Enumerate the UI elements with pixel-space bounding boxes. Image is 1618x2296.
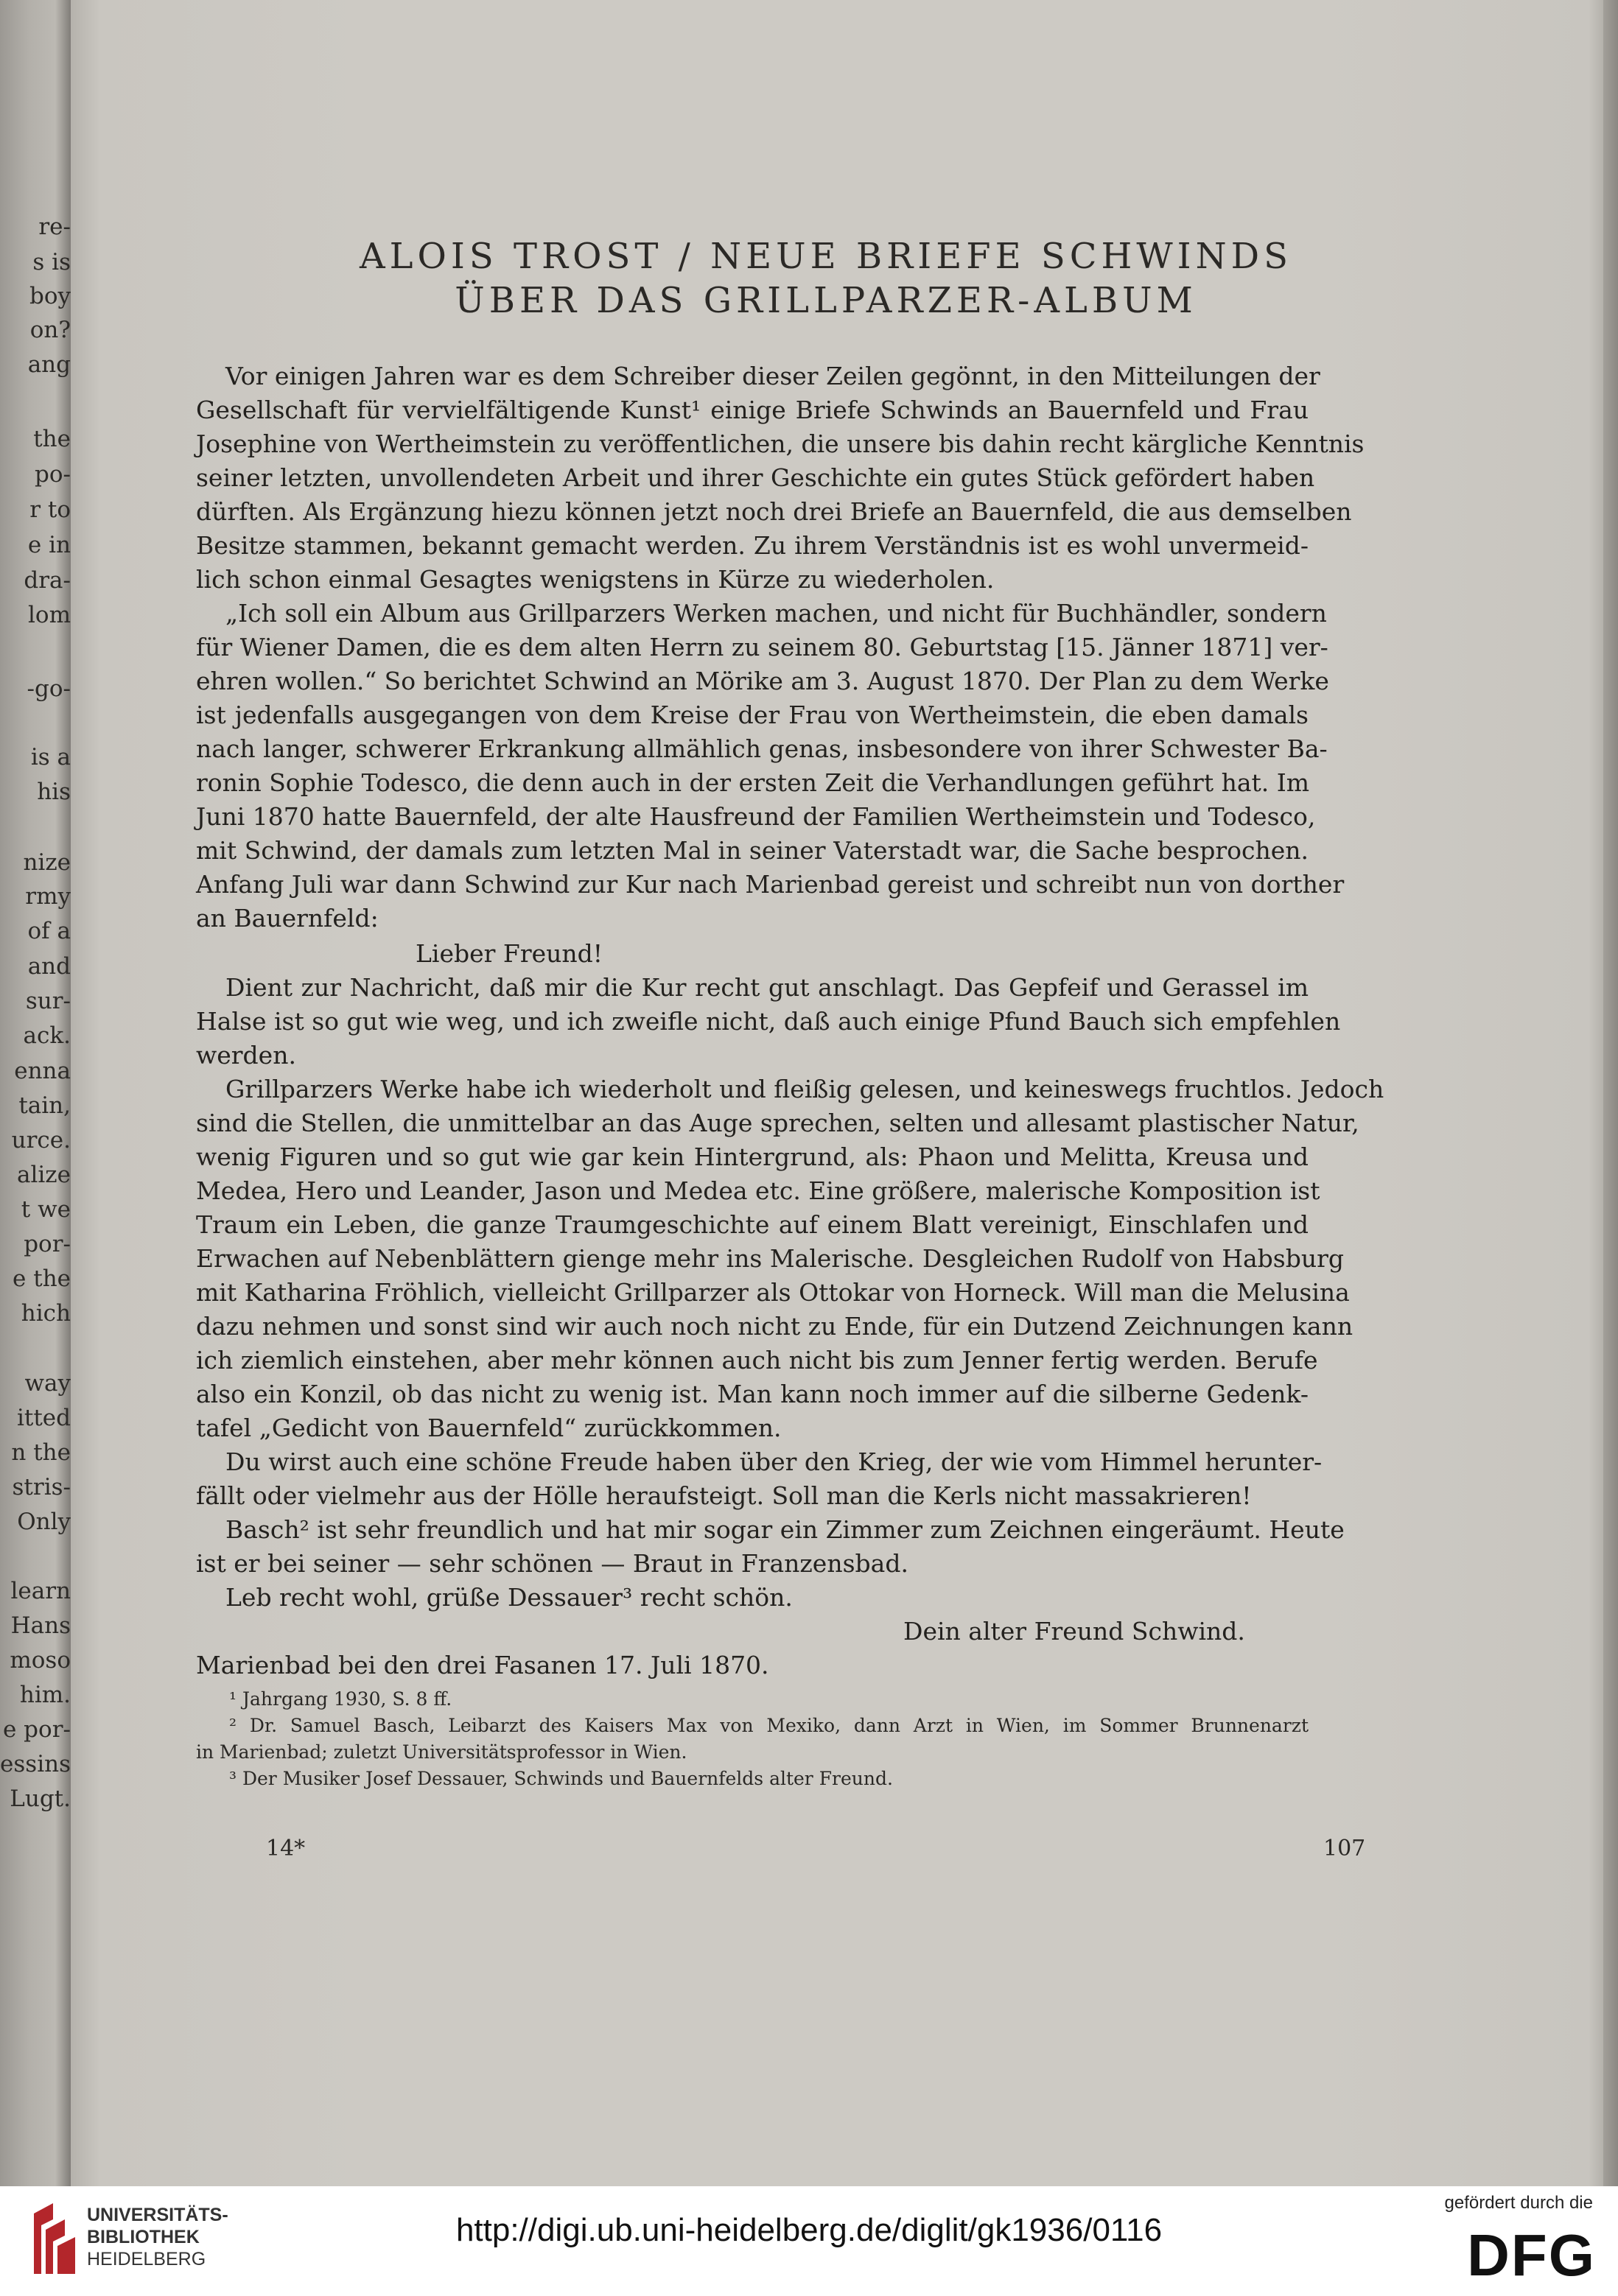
edge-word: lom	[28, 602, 71, 628]
edge-word: por-	[24, 1231, 71, 1257]
body-line: Vor einigen Jahren war es dem Schreiber dieser Zeilen gegönnt, in den Mitteilungen der	[225, 362, 1320, 390]
book-page	[71, 0, 1603, 2186]
body-line: Basch² ist sehr freundlich und hat mir sogar ein Zimmer zum Zeichnen eingeräumt. Heute	[225, 1515, 1345, 1544]
body-line: mit Katharina Fröhlich, vielleicht Grillparzer als Ottokar von Horneck. Will man die Melusina	[196, 1278, 1350, 1307]
body-line: Halse ist so gut wie weg, und ich zweifle nicht, daß auch einige Pfund Bauch sich empfehlen	[196, 1007, 1341, 1036]
body-line: Dein alter Freund Schwind.	[903, 1617, 1245, 1646]
body-line: Gesellschaft für vervielfältigende Kunst¹ einige Briefe Schwinds an Bauernfeld und Frau	[196, 396, 1309, 424]
body-line: Marienbad bei den drei Fasanen 17. Juli 1870.	[196, 1651, 769, 1679]
footnote-line: ¹ Jahrgang 1930, S. 8 ff.	[229, 1688, 452, 1710]
body-line: sind die Stellen, die unmittelbar an das Auge sprechen, selten und allesamt plastischer Natur,	[196, 1109, 1359, 1137]
body-line: Traum ein Leben, die ganze Traumgeschichte auf einem Blatt vereinigt, Einschlafen und	[196, 1210, 1309, 1239]
edge-word: of a	[27, 918, 71, 944]
body-line: Medea, Hero und Leander, Jason und Medea etc. Eine größere, malerische Komposition ist	[196, 1176, 1320, 1205]
edge-word: essins	[0, 1751, 71, 1777]
body-line: tafel „Gedicht von Bauernfeld“ zurückkommen.	[196, 1414, 782, 1442]
body-line: nach langer, schwerer Erkrankung allmählich genas, insbesondere von ihrer Schwester Ba-	[196, 734, 1328, 763]
edge-word: tain,	[18, 1092, 71, 1119]
body-line: Leb recht wohl, grüße Dessauer³ recht schön.	[225, 1583, 793, 1612]
body-line: ronin Sophie Todesco, die denn auch in der ersten Zeit die Verhandlungen geführt hat. Im	[196, 768, 1310, 797]
edge-word: way	[24, 1370, 71, 1397]
body-line: Grillparzers Werke habe ich wiederholt und fleißig gelesen, und keineswegs fruchtlos. Jedoch	[225, 1075, 1384, 1103]
body-line: Du wirst auch eine schöne Freude haben über den Krieg, der wie vom Himmel herunter-	[225, 1447, 1323, 1476]
title-line-1: ALOIS TROST / NEUE BRIEFE SCHWINDS	[359, 236, 1293, 277]
body-line: dürften. Als Ergänzung hiezu können jetzt noch drei Briefe an Bauernfeld, die aus demselben	[196, 497, 1352, 526]
footnote-line: ³ Der Musiker Josef Dessauer, Schwinds und Bauernfelds alter Freund.	[229, 1768, 893, 1789]
body-line: seiner letzten, unvollendeten Arbeit und ihrer Geschichte ein gutes Stück gefördert haben	[196, 463, 1315, 492]
previous-page-edge	[0, 0, 72, 2186]
body-line: Juni 1870 hatte Bauernfeld, der alte Hausfreund der Familien Wertheimstein und Todesco,	[196, 802, 1316, 831]
edge-word: e in	[27, 532, 71, 558]
body-line: ehren wollen.“ So berichtet Schwind an Mörike am 3. August 1870. Der Plan zu dem Werke	[196, 667, 1329, 695]
edge-word: Hans	[10, 1612, 71, 1639]
dfg-logo: DFG	[1467, 2222, 1596, 2288]
body-line: also ein Konzil, ob das nicht zu wenig ist. Man kann noch immer auf die silberne Gedenk-	[196, 1380, 1309, 1408]
body-line: ist er bei seiner — sehr schönen — Braut in Franzensbad.	[196, 1549, 908, 1578]
edge-word: urce.	[11, 1127, 71, 1154]
body-line: Lieber Freund!	[416, 939, 603, 968]
edge-word: enna	[14, 1058, 71, 1084]
edge-word: n the	[11, 1439, 71, 1466]
body-line: fällt oder vielmehr aus der Hölle heraufsteigt. Soll man die Kerls nicht massakrieren!	[196, 1481, 1252, 1510]
body-line: lich schon einmal Gesagtes wenigstens in Kürze zu wiederholen.	[196, 565, 995, 594]
edge-word: s is	[32, 249, 71, 275]
edge-word: nize	[23, 849, 71, 876]
edge-word: stris-	[12, 1474, 71, 1500]
edge-word: boy	[29, 283, 71, 309]
library-line-2: BIBLIOTHEK	[87, 2227, 200, 2247]
edge-word: the	[33, 426, 71, 452]
footnote-line: in Marienbad; zuletzt Universitätsprofessor in Wien.	[196, 1741, 687, 1763]
edge-word: r to	[29, 496, 71, 523]
edge-word: learn	[10, 1578, 71, 1604]
edge-word: re-	[38, 214, 71, 240]
body-line: werden.	[196, 1041, 296, 1070]
edge-word: ang	[27, 351, 71, 378]
body-line: mit Schwind, der damals zum letzten Mal in seiner Vaterstadt war, die Sache besprochen.	[196, 836, 1309, 865]
footnote-line: ² Dr. Samuel Basch, Leibarzt des Kaisers Max von Mexiko, dann Arzt in Wien, im Sommer Brunnenarzt	[229, 1715, 1309, 1736]
body-line: dazu nehmen und sonst sind wir auch noch nicht zu Ende, für ein Dutzend Zeichnungen kann	[196, 1312, 1353, 1341]
body-line: Anfang Juli war dann Schwind zur Kur nach Marienbad gereist und schreibt nun von dorther	[196, 870, 1345, 899]
funding-label: gefördert durch die	[1444, 2193, 1593, 2213]
body-line: wenig Figuren und so gut wie gar kein Hintergrund, als: Phaon und Melitta, Kreusa und	[196, 1142, 1309, 1171]
edge-word: rmy	[25, 883, 71, 910]
edge-word: t we	[21, 1196, 71, 1223]
body-line: Dient zur Nachricht, daß mir die Kur recht gut anschlagt. Das Gepfeif und Gerassel im	[225, 973, 1309, 1002]
edge-word: alize	[17, 1162, 71, 1188]
edge-word: hich	[21, 1300, 71, 1327]
edge-word: ack.	[23, 1022, 71, 1049]
body-line: an Bauernfeld:	[196, 904, 379, 933]
edge-word: him.	[19, 1682, 71, 1708]
signature-mark: 14*	[266, 1836, 306, 1861]
edge-word: his	[37, 779, 71, 805]
page-number: 107	[1323, 1836, 1366, 1861]
body-line: Besitze stammen, bekannt gemacht werden. Zu ihrem Verständnis ist es wohl unvermeid-	[196, 531, 1309, 560]
body-line: „Ich soll ein Album aus Grillparzers Werken machen, und nicht für Buchhändler, sondern	[225, 599, 1327, 628]
library-line-3: HEIDELBERG	[87, 2249, 206, 2269]
edge-word: -go-	[27, 675, 71, 702]
article-title	[292, 234, 1360, 323]
edge-word: sur-	[25, 988, 71, 1014]
edge-word: Lugt.	[10, 1786, 71, 1812]
edge-word: is a	[30, 744, 71, 770]
edge-word: itted	[16, 1405, 71, 1431]
permalink-url[interactable]: http://digi.ub.uni-heidelberg.de/diglit/gk1936/0116	[455, 2212, 1163, 2248]
edge-word: and	[27, 953, 71, 980]
title-line-2: ÜBER DAS GRILLPARZER-ALBUM	[455, 280, 1197, 321]
body-line: Josephine von Wertheimstein zu veröffentlichen, die unsere bis dahin recht kärgliche Kenntnis	[196, 429, 1365, 458]
edge-word: e por-	[2, 1716, 71, 1743]
body-line: ich ziemlich einstehen, aber mehr können auch nicht bis zum Jenner fertig werden. Berufe	[196, 1346, 1318, 1375]
body-line: ist jedenfalls ausgegangen von dem Kreise der Frau von Wertheimstein, die eben damals	[196, 701, 1309, 729]
edge-word: Only	[17, 1509, 71, 1535]
body-line: für Wiener Damen, die es dem alten Herrn zu seinem 80. Geburtstag [15. Jänner 1871] ver-	[196, 633, 1328, 661]
edge-word: e the	[13, 1265, 71, 1292]
edge-word: moso	[10, 1647, 71, 1674]
body-line: Erwachen auf Nebenblättern gienge mehr ins Malerische. Desgleichen Rudolf von Habsburg	[196, 1244, 1344, 1273]
edge-word: po-	[35, 461, 71, 488]
edge-word: on?	[29, 317, 71, 343]
library-line-1: UNIVERSITÄTS-	[87, 2205, 228, 2225]
edge-word: dra-	[24, 567, 71, 594]
